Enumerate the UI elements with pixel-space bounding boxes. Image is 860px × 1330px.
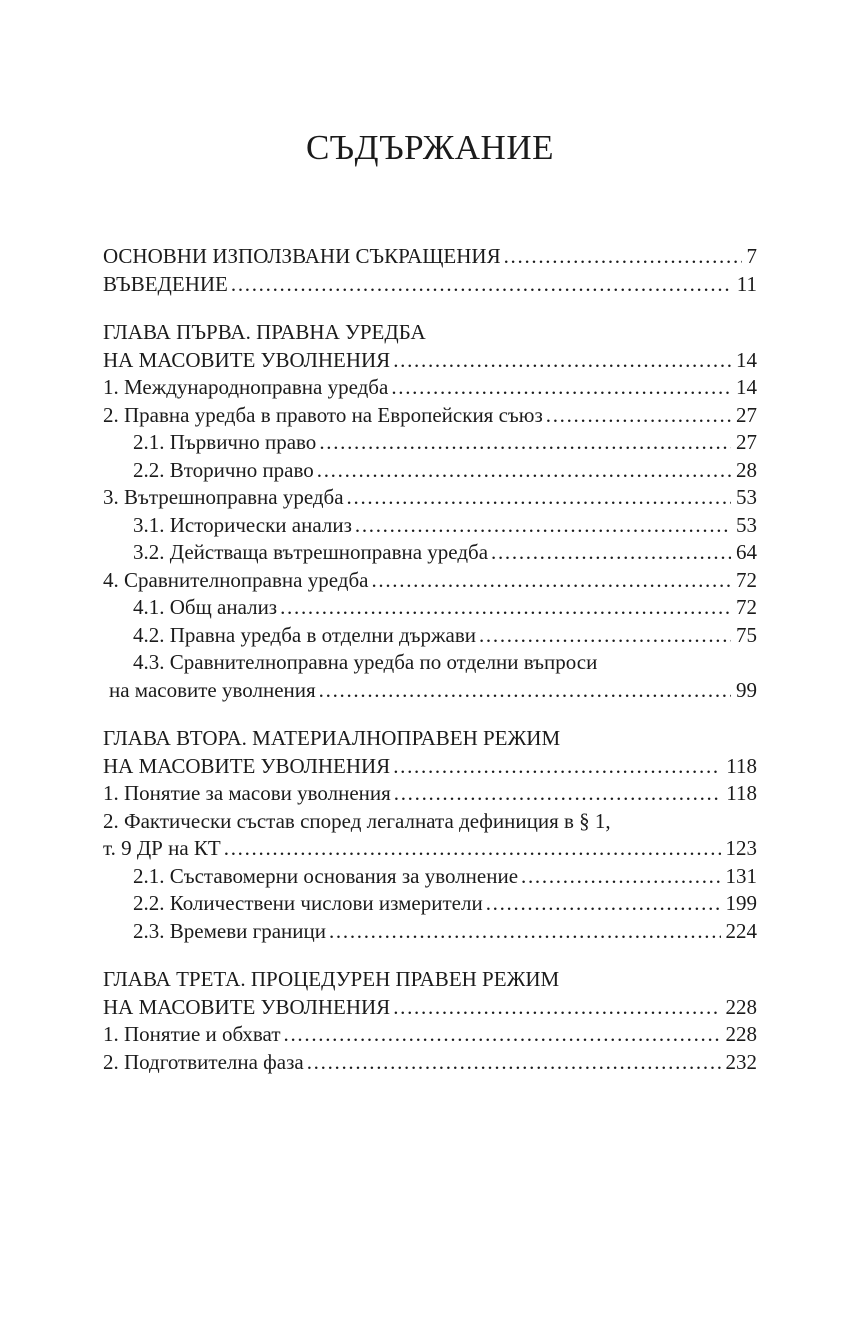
- page-number: 224: [725, 918, 757, 943]
- toc-entry-text: 4.1. Общ анализ: [133, 595, 278, 619]
- toc-entry-text: ГЛАВА ВТОРА. МАТЕРИАЛНОПРАВЕН РЕЖИМ: [103, 726, 561, 750]
- page-number: 11: [736, 271, 757, 296]
- toc-entry: [103, 863, 757, 891]
- toc-entry-text: 2. Подготвителна фаза: [103, 1049, 304, 1074]
- page-number: 14: [736, 375, 757, 399]
- toc-entry: [103, 1021, 757, 1049]
- toc-entry-text: 2.3. Времеви граници: [133, 918, 326, 943]
- toc-section: [103, 243, 757, 298]
- dot-leader: [390, 753, 721, 781]
- toc-section: [103, 725, 757, 945]
- toc-entry-text: 2. Фактически състав според легалната дефиниция в § 1,: [103, 808, 611, 833]
- page-number: 27: [736, 430, 757, 454]
- dot-leader: [476, 622, 731, 650]
- dot-leader: [352, 512, 731, 540]
- page-number: 99: [736, 677, 757, 702]
- page-number: 131: [725, 863, 757, 888]
- toc-entry: [103, 457, 757, 485]
- toc-entry-text: ОСНОВНИ ИЗПОЛЗВАНИ СЪКРАЩЕНИЯ: [103, 244, 501, 268]
- page-number: 72: [736, 567, 757, 592]
- toc-entry: [103, 319, 757, 347]
- toc-entry: [103, 677, 757, 705]
- dot-leader: [221, 835, 721, 863]
- toc-entry-text: НА МАСОВИТЕ УВОЛНЕНИЯ: [103, 753, 391, 778]
- page-title: СЪДЪРЖАНИЕ: [306, 128, 554, 167]
- toc-entry: [103, 890, 757, 918]
- dot-leader: [277, 594, 731, 622]
- page-number: 53: [736, 512, 757, 537]
- toc-entry-text: ГЛАВА ПЪРВА. ПРАВНА УРЕДБА: [103, 320, 426, 344]
- toc-entry: [103, 567, 757, 595]
- toc-entry-text: 2.2. Количествени числови измерители: [133, 891, 483, 915]
- toc-entry: [103, 402, 757, 430]
- toc-entry: [103, 780, 757, 808]
- page-number: 228: [725, 1022, 757, 1046]
- toc-entry-text: 3. Вътрешноправна уредба: [103, 485, 344, 509]
- dot-leader: [228, 271, 732, 299]
- toc-entry: [103, 966, 757, 994]
- toc-entry: [103, 835, 757, 863]
- page-number: 64: [736, 540, 757, 564]
- toc-entry-text: 2.1. Съставомерни основания за уволнение: [133, 863, 519, 888]
- toc-entry-text: 4. Сравнителноправна уредба: [103, 567, 369, 592]
- dot-leader: [483, 890, 721, 918]
- toc-entry-text: 3.2. Действаща вътрешноправна уредба: [133, 540, 489, 564]
- book-toc-page: [0, 130, 860, 1330]
- page-number: 118: [726, 753, 757, 778]
- page-number: 123: [725, 836, 757, 860]
- toc-entry: [103, 753, 757, 781]
- dot-leader: [314, 457, 731, 485]
- toc-section: [103, 319, 757, 704]
- toc-entry-text: 4.2. Правна уредба в отделни държави: [133, 622, 476, 647]
- toc-entry-text: т. 9 ДР на КТ: [103, 836, 221, 860]
- page-number: 53: [736, 485, 757, 509]
- page-number: 14: [736, 347, 757, 372]
- dot-leader: [390, 994, 720, 1022]
- dot-leader: [304, 1049, 721, 1077]
- page-number: 7: [746, 244, 757, 268]
- page-number: 75: [736, 622, 757, 647]
- toc-entry-text: ВЪВЕДЕНИЕ: [103, 271, 228, 296]
- page-number: 118: [726, 781, 757, 805]
- toc-entry: [103, 243, 757, 271]
- toc-entry-text: 1. Понятие за масови уволнения: [103, 781, 391, 805]
- page-number: 72: [736, 595, 757, 619]
- toc-entry: [103, 918, 757, 946]
- toc-entry: [103, 649, 757, 677]
- toc-entry: [103, 539, 757, 567]
- toc-entry: [103, 374, 757, 402]
- page-number: 27: [736, 402, 757, 427]
- toc-section: [103, 966, 757, 1076]
- toc-entry: [103, 512, 757, 540]
- toc-entry-text: 1. Понятие и обхват: [103, 1022, 281, 1046]
- dot-leader: [543, 402, 731, 430]
- page-number: 228: [725, 994, 757, 1019]
- toc-entry: [103, 808, 757, 836]
- dot-leader: [388, 374, 731, 402]
- toc-entry: [103, 594, 757, 622]
- page-number: 199: [725, 891, 757, 915]
- toc-entry-text: на масовите уволнения: [109, 677, 316, 702]
- toc-entry-text: ГЛАВА ТРЕТА. ПРОЦЕДУРЕН ПРАВЕН РЕЖИМ: [103, 967, 560, 991]
- toc-entry-text: 4.3. Сравнителноправна уредба по отделни въпроси: [133, 650, 598, 674]
- dot-leader: [518, 863, 720, 891]
- dot-leader: [488, 539, 731, 567]
- dot-leader: [316, 429, 731, 457]
- toc-entry: [103, 347, 757, 375]
- dot-leader: [391, 780, 721, 808]
- dot-leader: [281, 1021, 721, 1049]
- toc-entry: [103, 622, 757, 650]
- dot-leader: [390, 347, 731, 375]
- toc-entry-text: 2.1. Първично право: [133, 430, 317, 454]
- toc-entry-text: НА МАСОВИТЕ УВОЛНЕНИЯ: [103, 994, 391, 1019]
- toc-entry: [103, 725, 757, 753]
- dot-leader: [344, 484, 731, 512]
- toc-entry: [103, 429, 757, 457]
- toc-entry: [103, 994, 757, 1022]
- toc-entry: [103, 271, 757, 299]
- toc-entry-text: 1. Международноправна уредба: [103, 375, 389, 399]
- toc-entry: [103, 1049, 757, 1077]
- toc-entry: [103, 484, 757, 512]
- dot-leader: [326, 918, 721, 946]
- toc-entry-text: 2. Правна уредба в правото на Европейския съюз: [103, 402, 543, 427]
- dot-leader: [316, 677, 731, 705]
- page-number: 232: [725, 1049, 757, 1074]
- toc-entry-text: НА МАСОВИТЕ УВОЛНЕНИЯ: [103, 347, 391, 372]
- dot-leader: [501, 243, 742, 271]
- page-number: 28: [736, 457, 757, 482]
- dot-leader: [368, 567, 731, 595]
- toc-entry-text: 3.1. Исторически анализ: [133, 512, 352, 537]
- toc-entry-text: 2.2. Вторично право: [133, 457, 314, 482]
- table-of-contents: [103, 243, 757, 1076]
